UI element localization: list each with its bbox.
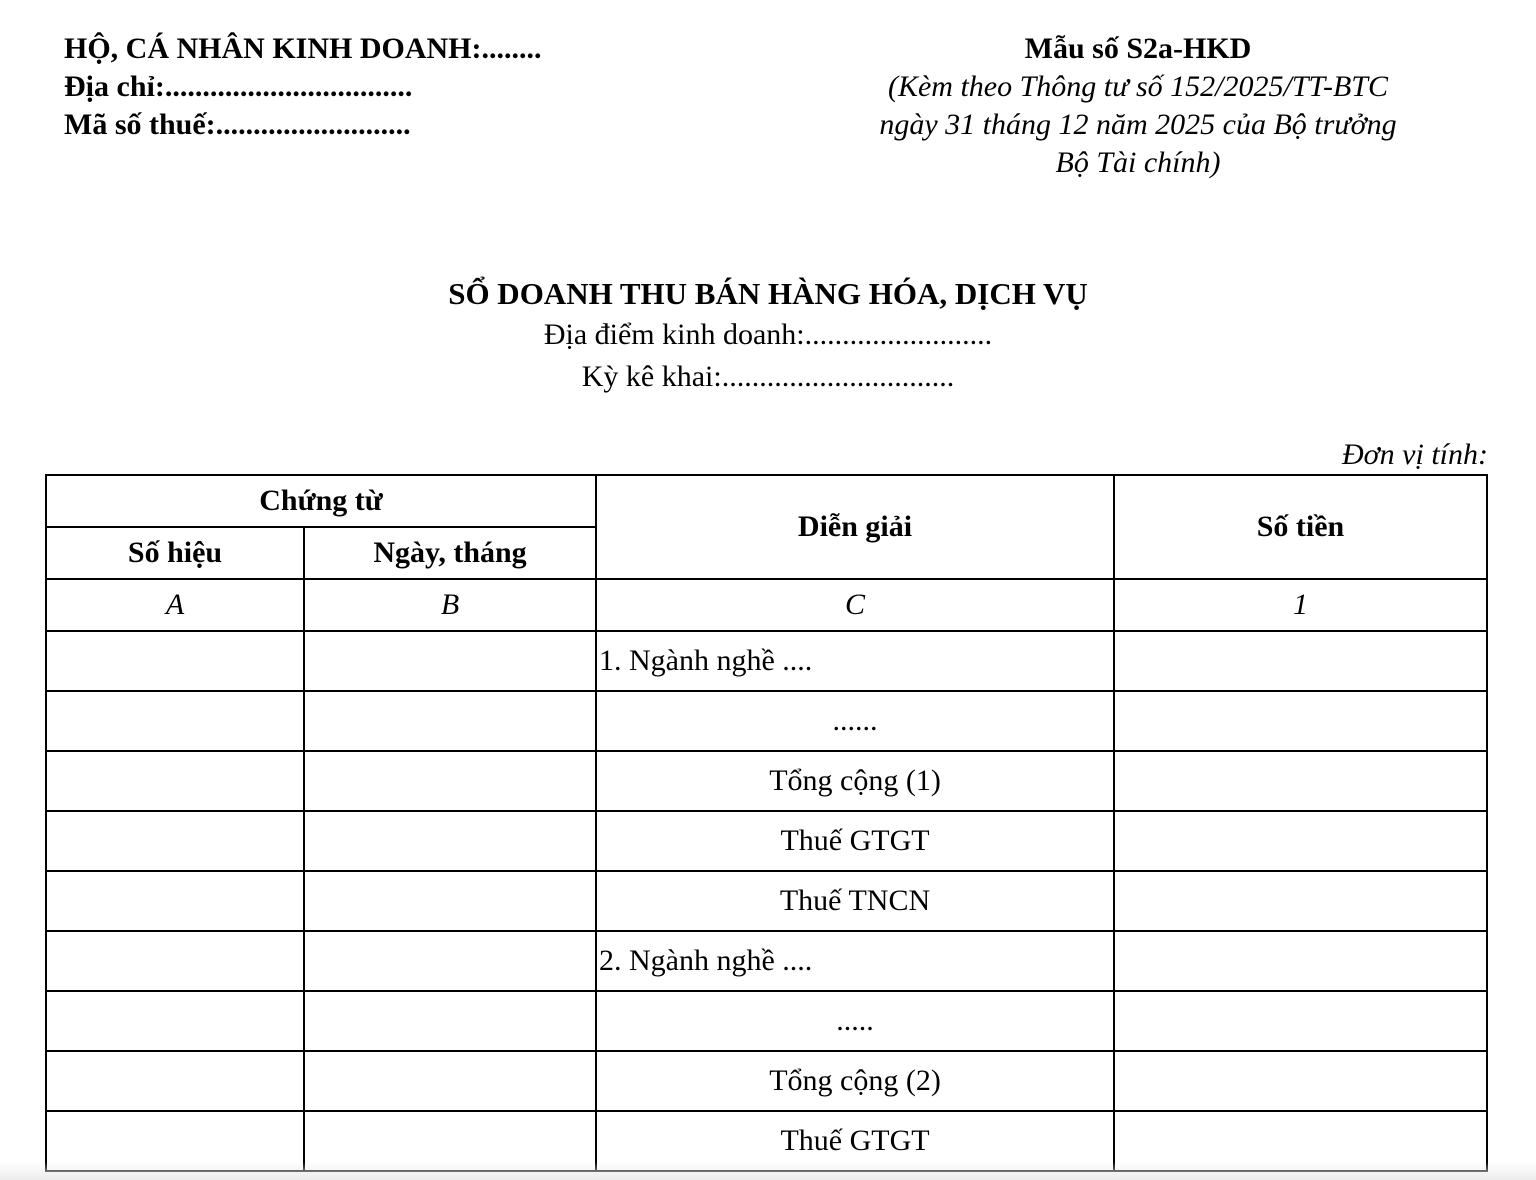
amount-cell[interactable] — [1114, 691, 1487, 751]
voucher-number-cell[interactable] — [46, 751, 304, 811]
unit-label: Đơn vị tính: — [1342, 438, 1488, 471]
form-reference — [840, 30, 1436, 182]
form-number: Mẫu số S2a-HKD — [1024, 32, 1252, 65]
column-code-row — [46, 579, 1487, 631]
voucher-date-cell[interactable] — [304, 871, 596, 931]
description-cell: ...... — [596, 691, 1114, 751]
voucher-date-cell[interactable] — [304, 691, 596, 751]
voucher-number-cell[interactable] — [46, 811, 304, 871]
voucher-number-cell[interactable] — [46, 991, 304, 1051]
table-row — [46, 631, 1487, 691]
voucher-date-cell[interactable] — [304, 931, 596, 991]
voucher-number-cell[interactable] — [46, 931, 304, 991]
voucher-number-header: Số hiệu — [46, 527, 304, 579]
business-name-line: HỘ, CÁ NHÂN KINH DOANH:........ — [64, 32, 542, 65]
table-row — [46, 871, 1487, 931]
column-code: 1 — [1114, 579, 1487, 631]
amount-cell[interactable] — [1114, 631, 1487, 691]
description-cell: Thuế TNCN — [596, 871, 1114, 931]
column-code: A — [46, 579, 304, 631]
description-cell: 2. Ngành nghề .... — [596, 931, 1114, 991]
tax-code-line: Mã số thuế:.......................... — [64, 108, 411, 141]
voucher-date-header: Ngày, tháng — [304, 527, 596, 579]
voucher-date-cell[interactable] — [304, 811, 596, 871]
table-header-row — [46, 475, 1487, 527]
page-bottom-fade — [0, 1162, 1536, 1180]
amount-cell[interactable] — [1114, 811, 1487, 871]
ledger-title: SỔ DOANH THU BÁN HÀNG HÓA, DỊCH VỤ — [448, 276, 1088, 311]
declaration-period-line: Kỳ kê khai:............................... — [581, 360, 955, 393]
voucher-number-cell[interactable] — [46, 871, 304, 931]
ledger-title-block — [0, 274, 1536, 398]
circular-note-line-1: (Kèm theo Thông tư số 152/2025/TT-BTC — [887, 70, 1388, 103]
voucher-date-cell[interactable] — [304, 991, 596, 1051]
column-code: C — [596, 579, 1114, 631]
column-code: B — [304, 579, 596, 631]
table-row — [46, 691, 1487, 751]
amount-cell[interactable] — [1114, 931, 1487, 991]
table-row — [46, 751, 1487, 811]
voucher-date-cell[interactable] — [304, 1051, 596, 1111]
voucher-header: Chứng từ — [46, 475, 596, 527]
revenue-ledger-table — [45, 474, 1488, 1172]
table-row — [46, 811, 1487, 871]
voucher-date-cell[interactable] — [304, 751, 596, 811]
table-row — [46, 1051, 1487, 1111]
business-location-line: Địa điểm kinh doanh:......................... — [543, 318, 993, 351]
business-info — [64, 30, 542, 144]
description-header: Diễn giải — [596, 475, 1114, 579]
description-cell: ..... — [596, 991, 1114, 1051]
description-cell: 1. Ngành nghề .... — [596, 631, 1114, 691]
amount-cell[interactable] — [1114, 871, 1487, 931]
description-cell: Tổng cộng (2) — [596, 1051, 1114, 1111]
amount-cell[interactable] — [1114, 1051, 1487, 1111]
address-line: Địa chỉ:................................. — [64, 70, 413, 103]
amount-cell[interactable] — [1114, 751, 1487, 811]
amount-cell[interactable] — [1114, 991, 1487, 1051]
table-row — [46, 991, 1487, 1051]
description-cell: Thuế GTGT — [596, 1111, 1114, 1171]
circular-note-line-3: Bộ Tài chính) — [1055, 146, 1221, 179]
circular-note-line-2: ngày 31 tháng 12 năm 2025 của Bộ trưởng — [879, 108, 1397, 141]
description-cell: Tổng cộng (1) — [596, 751, 1114, 811]
amount-header: Số tiền — [1114, 475, 1487, 579]
description-cell: Thuế GTGT — [596, 811, 1114, 871]
voucher-number-cell[interactable] — [46, 691, 304, 751]
voucher-date-cell[interactable] — [304, 631, 596, 691]
voucher-number-cell[interactable] — [46, 1051, 304, 1111]
voucher-number-cell[interactable] — [46, 631, 304, 691]
table-row — [46, 931, 1487, 991]
